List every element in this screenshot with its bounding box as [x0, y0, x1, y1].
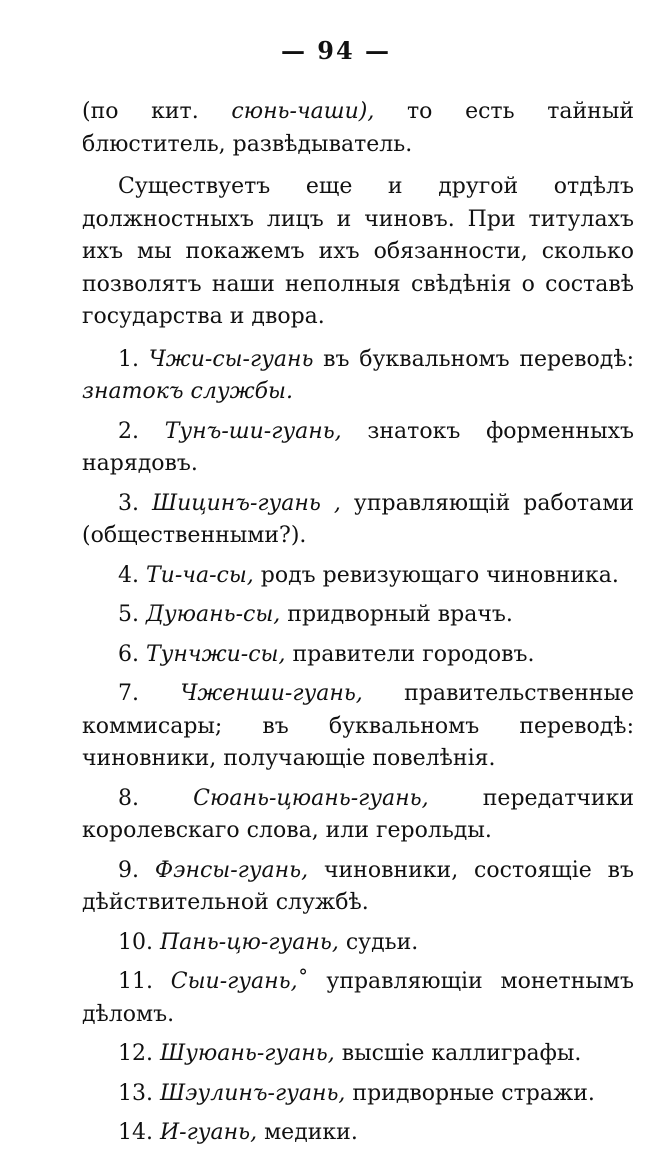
- item-description: придворные стражи.: [345, 1080, 595, 1106]
- item-description: знатокъ форменныхъ нарядовъ.: [82, 418, 634, 476]
- main-paragraph: Существуетъ еще и другой отдѣлъ должностныхъ лицъ и чиновъ. При титулахъ ихъ мы покажемъ ихъ обязанности, сколько позволятъ наши неполныя свѣдѣнія о составѣ государства и двора.: [82, 174, 634, 329]
- list-item: [82, 927, 634, 960]
- item-term: Шэулинъ-гуань,: [160, 1080, 346, 1106]
- item-description-italic: знатокъ службы.: [82, 379, 293, 404]
- titles-list: [82, 344, 634, 1150]
- item-term: Сыи-гуань,: [170, 969, 298, 994]
- item-number: 3.: [118, 490, 139, 516]
- item-number: 8.: [118, 785, 139, 811]
- item-description: чиновники, состоящіе въ дѣйствительной службѣ.: [82, 857, 634, 915]
- item-description: родъ ревизующаго чиновника.: [253, 562, 619, 588]
- list-item: [82, 1038, 634, 1071]
- item-number: 10.: [118, 929, 153, 955]
- item-term: Дуюань-сы,: [146, 602, 281, 627]
- item-description: ˚ управляющіи монетнымъ дѣломъ.: [82, 969, 634, 1027]
- item-term: И-гуань,: [160, 1120, 258, 1145]
- item-description: высшіе каллиграфы.: [334, 1041, 582, 1066]
- item-number: 12.: [118, 1041, 153, 1066]
- item-term: Чженши-гуань,: [180, 681, 363, 706]
- page-body: [82, 96, 634, 1150]
- item-number: 11.: [118, 969, 153, 994]
- intro-rest: то есть тайный блюститель, развѣдыватель.: [82, 99, 634, 157]
- item-term: Фэнсы-гуань,: [154, 857, 309, 883]
- item-description: передатчики королевскаго слова, или герольды.: [82, 785, 634, 843]
- list-item: [82, 1078, 634, 1111]
- item-number: 9.: [118, 857, 139, 883]
- item-description: придворный врачъ.: [280, 602, 513, 627]
- item-description: управляющій работами (общественными?).: [82, 490, 634, 548]
- item-term: Сюань-цюань-гуань,: [193, 785, 429, 811]
- item-number: 6.: [118, 641, 139, 667]
- item-term: Шуюань-гуань,: [160, 1041, 335, 1066]
- list-item: [82, 488, 634, 553]
- list-item: [82, 855, 634, 920]
- item-number: 5.: [118, 602, 139, 627]
- item-number: 14.: [118, 1120, 153, 1145]
- item-description: судьи.: [338, 929, 419, 955]
- item-description: медики.: [257, 1120, 358, 1145]
- item-term: Пань-цю-гуань,: [160, 929, 339, 955]
- intro-paragraph: [82, 96, 634, 161]
- item-description: правители городовъ.: [285, 641, 535, 667]
- list-item: [82, 344, 634, 409]
- item-term: Ти-ча-сы,: [146, 562, 254, 588]
- item-description: правительственные коммисары; въ буквальномъ переводѣ: чиновники, получающіе повелѣнія.: [82, 681, 634, 771]
- list-item: [82, 783, 634, 848]
- item-number: 1.: [118, 346, 139, 372]
- intro-prefix: (по кит.: [82, 99, 199, 124]
- list-item: [82, 560, 634, 593]
- item-term: Чжи-сы-гуань: [148, 346, 314, 372]
- list-item: [82, 416, 634, 481]
- item-term: Шицинъ-гуань ,: [152, 490, 341, 516]
- item-term: Тунъ-ши-гуань,: [164, 418, 342, 444]
- item-number: 4.: [118, 562, 139, 588]
- item-number: 7.: [118, 681, 139, 706]
- item-description: въ буквальномъ переводѣ:: [313, 346, 634, 372]
- list-item: [82, 639, 634, 672]
- list-item: [82, 678, 634, 776]
- chinese-term: сюнь-чаши),: [231, 99, 375, 124]
- page-number: — 94 —: [280, 36, 392, 65]
- item-number: 13.: [118, 1080, 153, 1106]
- list-item: [82, 1117, 634, 1150]
- list-item: [82, 599, 634, 632]
- item-term: Тунчжи-сы,: [146, 641, 286, 667]
- item-number: 2.: [118, 418, 139, 444]
- list-item: [82, 966, 634, 1031]
